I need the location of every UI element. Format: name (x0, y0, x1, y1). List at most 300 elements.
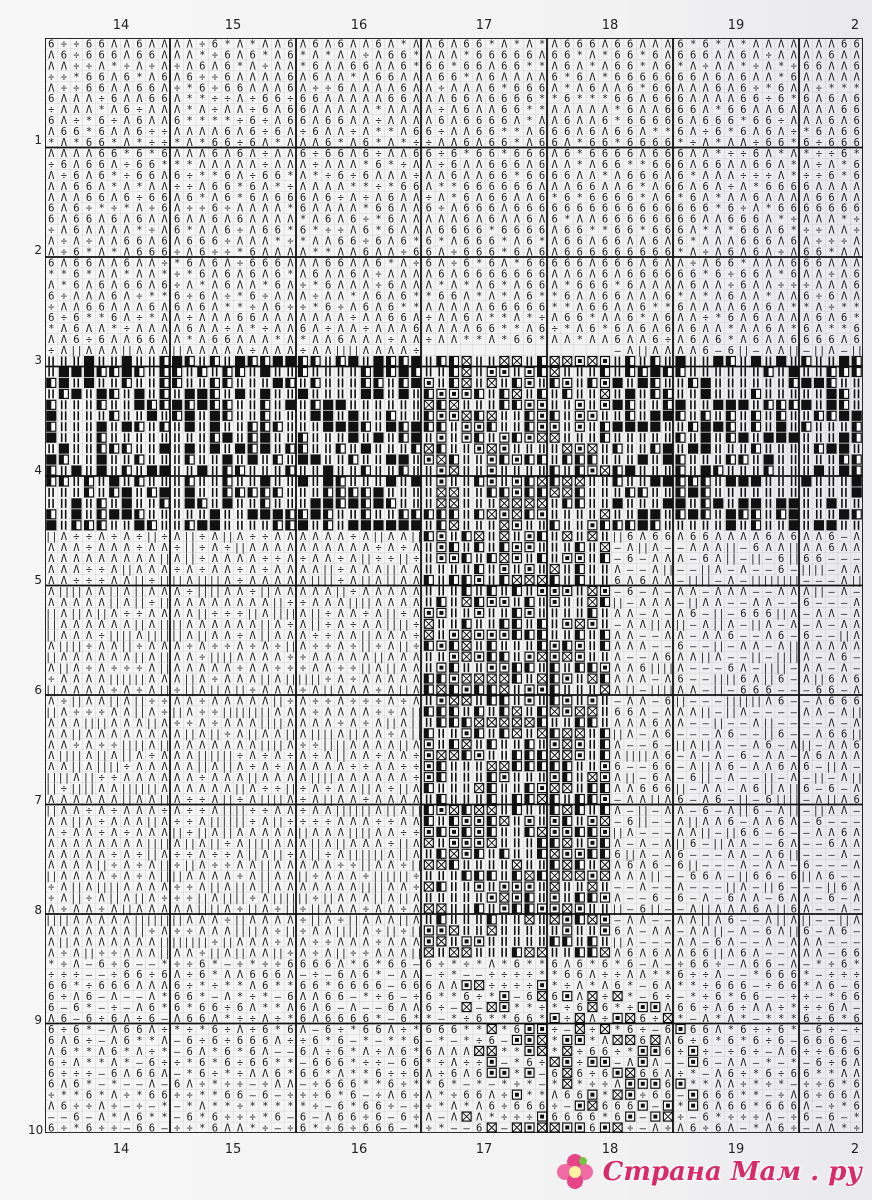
stitch-symbol-half (701, 477, 710, 486)
stitch-symbol: — (840, 345, 848, 358)
stitch-symbol: Λ (287, 60, 294, 73)
stitch-symbol-bars (803, 466, 809, 475)
stitch-symbol: 6 (752, 783, 760, 796)
stitch-symbol: Λ (815, 706, 823, 719)
stitch-symbol: 6 (840, 651, 848, 664)
stitch-symbol: 6 (199, 301, 206, 314)
stitch-symbol: 6 (438, 38, 445, 51)
stitch-symbol: 6 (375, 38, 382, 51)
stitch-symbol-half (387, 367, 396, 376)
stitch-symbol: Λ (98, 553, 105, 566)
stitch-symbol: || (195, 750, 209, 763)
stitch-symbol: * (576, 147, 584, 160)
stitch-symbol: Λ (199, 345, 206, 358)
stitch-symbol: || (623, 772, 637, 785)
stitch-symbol: * (476, 257, 483, 270)
stitch-symbol-dotted (538, 422, 547, 431)
stitch-symbol-dotted (487, 477, 496, 486)
stitch-symbol-solid (412, 357, 421, 366)
stitch-symbol: ÷ (803, 279, 810, 292)
stitch-symbol: Λ (639, 706, 646, 719)
stitch-symbol-crossed (512, 576, 521, 585)
stitch-symbol: Λ (98, 794, 105, 807)
stitch-symbol: Λ (664, 49, 672, 62)
stitch-symbol-solid (814, 378, 823, 387)
stitch-symbol-bars (527, 773, 533, 782)
stitch-symbol: Λ (853, 246, 860, 259)
stitch-symbol: Λ (236, 235, 244, 248)
stitch-symbol: ÷ (161, 531, 168, 544)
stitch-symbol: 6 (476, 235, 483, 248)
stitch-symbol: 6 (85, 257, 93, 270)
stitch-symbol: 6 (689, 870, 697, 883)
stitch-symbol-half (236, 367, 245, 376)
stitch-symbol: * (173, 137, 181, 150)
stitch-symbol: Λ (98, 728, 105, 741)
stitch-symbol-dotted (450, 827, 459, 836)
stitch-symbol: ÷ (236, 607, 244, 620)
stitch-symbol: — (677, 772, 684, 785)
stitch-symbol-dotted (588, 521, 597, 530)
stitch-symbol: ÷ (375, 640, 382, 653)
stitch-symbol-half (689, 477, 698, 486)
stitch-symbol: Λ (790, 761, 797, 774)
stitch-symbol: Λ (60, 191, 68, 204)
stitch-symbol-half (575, 543, 584, 552)
stitch-symbol: Λ (60, 651, 68, 664)
stitch-symbol: || (246, 607, 259, 620)
column-label: 15 (224, 18, 242, 33)
stitch-symbol: ÷ (413, 553, 420, 566)
stitch-symbol: || (208, 750, 222, 763)
stitch-symbol: Λ (752, 257, 760, 270)
stitch-symbol: || (812, 585, 826, 598)
stitch-symbol: 6 (689, 104, 697, 117)
stitch-symbol-dotted (475, 444, 484, 453)
stitch-symbol-half (726, 433, 735, 442)
stitch-symbol: Λ (98, 531, 105, 544)
stitch-symbol-half (714, 466, 723, 475)
stitch-symbol-bars (426, 663, 432, 672)
stitch-symbol: Λ (778, 301, 785, 314)
stitch-symbol-bars (816, 499, 822, 508)
stitch-symbol-bars (766, 521, 772, 530)
stitch-symbol-crossed (475, 805, 484, 814)
stitch-symbol-bars (753, 455, 759, 464)
stitch-symbol-bars (489, 532, 495, 541)
stitch-symbol-half (500, 696, 509, 705)
stitch-symbol: Λ (664, 848, 672, 861)
stitch-symbol: Λ (148, 213, 156, 226)
stitch-symbol: Λ (350, 750, 357, 763)
stitch-symbol: Λ (513, 279, 521, 292)
stitch-symbol-half (538, 630, 547, 639)
stitch-symbol: * (639, 60, 646, 73)
stitch-symbol: Λ (652, 38, 659, 51)
stitch-symbol: || (133, 695, 146, 708)
stitch-symbol-bars (86, 400, 92, 409)
stitch-symbol: ÷ (186, 717, 193, 730)
stitch-symbol-bars (778, 378, 784, 387)
stitch-symbol-bars (275, 477, 281, 486)
stitch-symbol: Λ (73, 794, 80, 807)
stitch-symbol: Λ (173, 312, 181, 325)
stitch-symbol: || (334, 345, 348, 358)
stitch-symbol: || (762, 662, 775, 675)
stitch-symbol: ÷ (136, 191, 143, 204)
stitch-symbol-half (512, 608, 521, 617)
stitch-symbol: ÷ (211, 706, 219, 719)
stitch-symbol: ÷ (312, 640, 319, 653)
stitch-symbol-half (550, 466, 559, 475)
stitch-symbol-bars (829, 466, 835, 475)
stitch-symbol: 6 (614, 246, 621, 259)
stitch-symbol-crossed (462, 411, 471, 420)
stitch-symbol: Λ (803, 651, 810, 664)
stitch-symbol-bars (514, 773, 520, 782)
stitch-symbol-half (424, 805, 433, 814)
stitch-symbol: ÷ (136, 870, 143, 883)
stitch-symbol: Λ (211, 191, 219, 204)
stitch-symbol: 6 (627, 585, 634, 598)
stitch-symbol: Λ (85, 596, 93, 609)
stitch-symbol: Λ (614, 804, 621, 817)
stitch-symbol-bars (476, 860, 482, 869)
stitch-symbol-bars (149, 357, 155, 366)
stitch-symbol: * (513, 323, 521, 336)
stitch-symbol: || (309, 618, 322, 631)
stitch-symbol: Λ (627, 794, 634, 807)
stitch-symbol: ÷ (828, 268, 835, 281)
stitch-symbol: 6 (614, 334, 621, 347)
stitch-symbol-dotted (575, 400, 584, 409)
stitch-symbol: Λ (173, 71, 181, 84)
stitch-symbol: 6 (513, 49, 521, 62)
stitch-symbol: Λ (627, 629, 634, 642)
stitch-symbol: Λ (689, 60, 697, 73)
stitch-symbol: — (828, 772, 835, 785)
stitch-symbol: 6 (85, 158, 93, 171)
stitch-symbol: Λ (664, 673, 672, 686)
stitch-symbol: 6 (249, 115, 256, 128)
stitch-symbol: || (145, 531, 159, 544)
stitch-symbol-bars (426, 871, 432, 880)
stitch-symbol: Λ (375, 82, 382, 95)
stitch-symbol: || (686, 859, 700, 872)
stitch-symbol: Λ (161, 104, 168, 117)
stitch-symbol: Λ (60, 93, 68, 106)
stitch-symbol: 6 (85, 82, 93, 95)
stitch-symbol: Λ (161, 169, 168, 182)
stitch-symbol: — (828, 859, 835, 872)
stitch-symbol: Λ (85, 870, 93, 883)
stitch-symbol: ÷ (224, 848, 231, 861)
stitch-symbol: Λ (324, 290, 332, 303)
stitch-symbol: Λ (173, 334, 181, 347)
stitch-symbol: 6 (463, 104, 470, 117)
stitch-symbol-crossed (424, 860, 433, 869)
stitch-symbol-bars (527, 838, 533, 847)
stitch-symbol: Λ (173, 837, 181, 850)
stitch-symbol: 6 (337, 257, 344, 270)
stitch-symbol-half (110, 367, 119, 376)
stitch-symbol-dotted (462, 433, 471, 442)
stitch-symbol: * (98, 202, 105, 215)
stitch-symbol: * (538, 38, 546, 51)
stitch-symbol: || (208, 684, 222, 697)
stitch-symbol: Λ (778, 38, 785, 51)
stitch-symbol: || (384, 607, 398, 620)
stitch-symbol-half (739, 455, 748, 464)
stitch-symbol: — (803, 607, 810, 620)
stitch-symbol-bars (426, 795, 432, 804)
stitch-symbol: Λ (362, 706, 370, 719)
stitch-symbol: 6 (111, 49, 118, 62)
stitch-symbol: Λ (752, 815, 760, 828)
stitch-symbol: 6 (463, 246, 470, 259)
stitch-symbol: Λ (161, 301, 168, 314)
stitch-symbol: ÷ (136, 684, 143, 697)
stitch-symbol: Λ (589, 257, 596, 270)
stitch-symbol-bars (451, 784, 457, 793)
stitch-symbol-bars (438, 565, 444, 574)
stitch-symbol-solid (802, 378, 811, 387)
stitch-symbol: * (186, 268, 193, 281)
stitch-symbol-half (248, 444, 257, 453)
stitch-symbol: — (664, 815, 672, 828)
stitch-symbol: 6 (173, 224, 181, 237)
stitch-symbol: Λ (60, 804, 68, 817)
stitch-symbol: Λ (350, 257, 357, 270)
stitch-symbol-bars (766, 510, 772, 519)
stitch-symbol: — (853, 553, 860, 566)
stitch-symbol-bars (338, 455, 344, 464)
stitch-symbol: ÷ (727, 279, 735, 292)
stitch-symbol: Λ (727, 585, 735, 598)
stitch-symbol: Λ (136, 268, 143, 281)
stitch-symbol: Λ (148, 826, 156, 839)
stitch-symbol: * (551, 191, 558, 204)
stitch-symbol: * (350, 180, 357, 193)
stitch-symbol: Λ (123, 596, 130, 609)
stitch-symbol: 6 (778, 137, 785, 150)
stitch-symbol: Λ (73, 673, 80, 686)
stitch-symbol: ÷ (186, 180, 193, 193)
stitch-symbol: — (627, 651, 634, 664)
stitch-symbol-bars (564, 718, 570, 727)
stitch-symbol-bars (401, 488, 407, 497)
stitch-symbol: Λ (652, 279, 659, 292)
stitch-symbol: Λ (211, 662, 219, 675)
stitch-symbol: Λ (299, 542, 307, 555)
stitch-symbol: 6 (564, 290, 571, 303)
stitch-symbol-dotted (538, 411, 547, 420)
stitch-symbol-solid (626, 422, 635, 431)
stitch-symbol: 6 (828, 542, 835, 555)
stitch-symbol-bars (287, 422, 293, 431)
stitch-symbol-dotted (525, 565, 534, 574)
stitch-symbol: Λ (551, 246, 558, 259)
stitch-symbol: * (186, 93, 193, 106)
stitch-symbol: * (752, 180, 760, 193)
stitch-symbol: 6 (526, 290, 533, 303)
stitch-symbol-bars (678, 521, 684, 530)
stitch-symbol: 6 (601, 235, 609, 248)
stitch-symbol: Λ (262, 607, 269, 620)
stitch-symbol: 6 (324, 115, 332, 128)
stitch-symbol: 6 (85, 49, 93, 62)
stitch-symbol: Λ (778, 334, 785, 347)
stitch-symbol: 6 (601, 246, 609, 259)
stitch-symbol-dotted (475, 838, 484, 847)
stitch-symbol: Λ (85, 345, 93, 358)
stitch-symbol: Λ (136, 93, 143, 106)
stitch-symbol: 6 (664, 651, 672, 664)
stitch-symbol-bars (287, 367, 293, 376)
stitch-symbol: Λ (312, 531, 319, 544)
stitch-symbol: Λ (85, 794, 93, 807)
column-label: 17 (475, 18, 493, 33)
stitch-symbol: Λ (601, 180, 609, 193)
stitch-symbol: 6 (790, 257, 797, 270)
stitch-symbol: 6 (538, 191, 546, 204)
stitch-symbol: — (790, 695, 797, 708)
stitch-symbol: * (186, 334, 193, 347)
stitch-symbol: Λ (740, 137, 747, 150)
stitch-symbol-half (47, 510, 56, 519)
stitch-symbol: Λ (387, 859, 395, 872)
stitch-symbol: Λ (312, 180, 319, 193)
stitch-symbol: 6 (828, 684, 835, 697)
stitch-symbol: — (815, 651, 823, 664)
stitch-symbol: || (133, 596, 146, 609)
stitch-symbol: ÷ (60, 169, 68, 182)
stitch-symbol: Λ (274, 213, 281, 226)
stitch-symbol: Λ (790, 191, 797, 204)
stitch-symbol: 6 (589, 246, 596, 259)
stitch-symbol: 6 (627, 257, 634, 270)
stitch-symbol-bars (313, 466, 319, 475)
stitch-symbol: || (686, 815, 700, 828)
stitch-symbol: Λ (689, 345, 697, 358)
stitch-symbol-bars (300, 411, 306, 420)
stitch-symbol: Λ (73, 870, 80, 883)
stitch-symbol: Λ (664, 596, 672, 609)
stitch-symbol-bars (401, 499, 407, 508)
stitch-symbol: * (664, 301, 672, 314)
stitch-symbol: Λ (98, 618, 105, 631)
stitch-symbol-crossed (437, 685, 446, 694)
stitch-symbol: 6 (186, 323, 193, 336)
stitch-symbol-solid (701, 466, 710, 475)
stitch-symbol-bars (728, 389, 734, 398)
stitch-symbol: Λ (299, 158, 307, 171)
stitch-symbol-solid (236, 389, 245, 398)
stitch-symbol: Λ (350, 115, 357, 128)
stitch-symbol-solid (374, 499, 383, 508)
stitch-symbol: Λ (790, 739, 797, 752)
stitch-symbol-solid (752, 499, 761, 508)
stitch-symbol-bars (564, 576, 570, 585)
stitch-symbol-half (399, 378, 408, 387)
stitch-symbol-bars (325, 444, 331, 453)
stitch-symbol: Λ (664, 772, 672, 785)
stitch-symbol: 6 (627, 147, 634, 160)
stitch-symbol-half (399, 433, 408, 442)
stitch-symbol: || (145, 815, 159, 828)
stitch-symbol: Λ (689, 651, 697, 664)
stitch-symbol: ÷ (186, 815, 193, 828)
stitch-symbol-bars (589, 400, 595, 409)
stitch-symbol: * (111, 323, 118, 336)
stitch-symbol: ÷ (362, 191, 370, 204)
stitch-symbol: Λ (337, 104, 344, 117)
stitch-symbol-dotted (424, 378, 433, 387)
stitch-symbol: * (790, 137, 797, 150)
stitch-symbol: Λ (526, 323, 533, 336)
stitch-symbol-half (424, 510, 433, 519)
stitch-symbol-half (160, 367, 169, 376)
stitch-symbol: * (312, 224, 319, 237)
stitch-symbol: 6 (73, 268, 80, 281)
stitch-symbol: Λ (60, 323, 68, 336)
stitch-symbol-bars (476, 455, 482, 464)
stitch-symbol: — (815, 783, 823, 796)
stitch-symbol: Λ (48, 761, 55, 774)
stitch-symbol: Λ (48, 575, 55, 588)
stitch-symbol: || (711, 837, 725, 850)
stitch-symbol: || (359, 575, 373, 588)
stitch-symbol: || (321, 739, 335, 752)
stitch-symbol-bars (476, 488, 482, 497)
stitch-symbol: || (737, 345, 750, 358)
stitch-symbol: 6 (350, 60, 357, 73)
stitch-symbol: 6 (513, 60, 521, 73)
stitch-symbol-bars (363, 400, 369, 409)
stitch-symbol-half (676, 367, 685, 376)
stitch-symbol-crossed (601, 860, 610, 869)
stitch-symbol: Λ (400, 596, 407, 609)
stitch-symbol: Λ (211, 542, 219, 555)
stitch-symbol: 6 (828, 695, 835, 708)
stitch-symbol: Λ (123, 717, 130, 730)
stitch-symbol: 6 (790, 334, 797, 347)
stitch-symbol-bars (602, 576, 608, 585)
stitch-symbol: * (727, 334, 735, 347)
stitch-symbol: Λ (652, 596, 659, 609)
stitch-symbol: * (501, 312, 508, 325)
stitch-symbol: Λ (639, 38, 646, 51)
stitch-symbol: 6 (476, 49, 483, 62)
stitch-symbol: 6 (98, 137, 105, 150)
stitch-symbol-bars (350, 444, 356, 453)
stitch-symbol: Λ (413, 542, 420, 555)
stitch-symbol-dotted (437, 663, 446, 672)
stitch-symbol: Λ (211, 126, 219, 139)
stitch-symbol-bars (338, 521, 344, 530)
stitch-symbol: 6 (249, 49, 256, 62)
stitch-symbol-bars (313, 444, 319, 453)
stitch-symbol-bars (224, 444, 230, 453)
stitch-symbol: Λ (853, 257, 860, 270)
stitch-symbol-bars (577, 597, 583, 606)
stitch-symbol: Λ (375, 246, 382, 259)
stitch-symbol: — (740, 629, 747, 642)
stitch-symbol: 6 (652, 717, 659, 730)
stitch-symbol: ÷ (60, 783, 68, 796)
stitch-symbol: 6 (73, 126, 80, 139)
stitch-symbol-crossed (575, 477, 584, 486)
